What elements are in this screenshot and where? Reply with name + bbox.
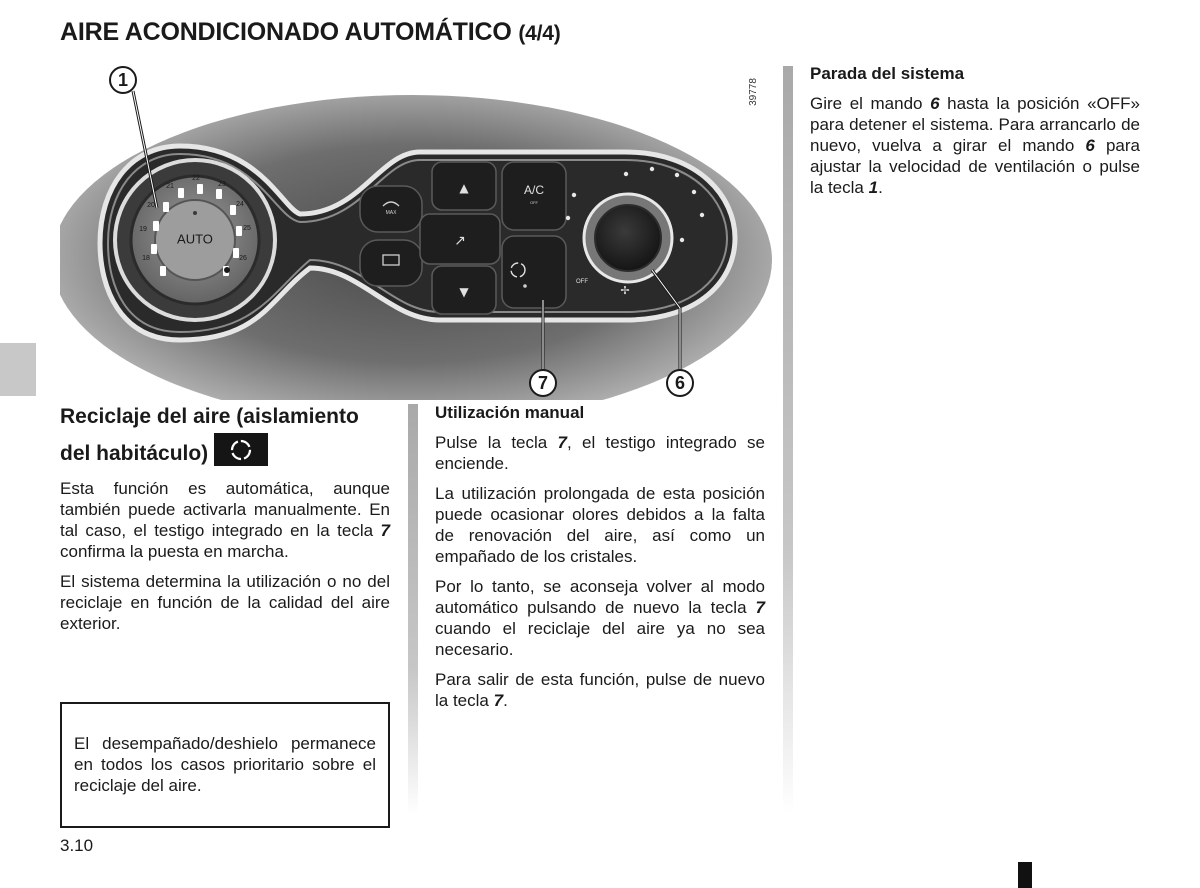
- recirculation-icon: [214, 433, 268, 466]
- chapter-tab: [0, 343, 36, 396]
- up-arrow-icon: ▲: [459, 181, 469, 195]
- temp-label: 26: [239, 255, 247, 262]
- page-number: 3.10: [60, 836, 94, 855]
- air-distribution-icon: ↗: [454, 233, 466, 249]
- page-title: [60, 18, 561, 47]
- svg-text:6: 6: [674, 372, 686, 393]
- temp-label: 19: [139, 226, 147, 233]
- manual-paragraph-2: La utilización prolongada de esta posición puede ocasionar olores debidos a la falta de renovación del aire, así como un empañado de los cristales.: [435, 484, 765, 566]
- fan-knob: [595, 205, 661, 271]
- system-stop-paragraph: Gire el mando 6 hasta la posición «OFF» para detener el sistema. Para arrancarlo de nuevo, vuelva a girar el mando 6 para ajustar la velocidad de ventilación o pulse la tecla 1.: [810, 94, 1141, 197]
- ac-label: A/C: [523, 183, 545, 197]
- auto-label: AUTO: [177, 231, 213, 247]
- manual-paragraph-1: Pulse la tecla 7, el testigo integrado se enciende.: [435, 433, 765, 473]
- fan-icon: ✢: [620, 284, 630, 297]
- svg-text:7: 7: [537, 372, 549, 393]
- temp-label: 22: [192, 175, 200, 182]
- page-edge-marker: [1018, 862, 1032, 888]
- note-box: [60, 702, 390, 828]
- temp-label: 24: [236, 201, 244, 208]
- note-text: El desempañado/deshielo permanece en todos los casos prioritario sobre el reciclaje del aire.: [74, 734, 376, 795]
- recirculation-heading: Reciclaje del aire (aislamiento del habitáculo): [60, 405, 359, 465]
- down-arrow-icon: ▼: [459, 285, 469, 299]
- system-stop-heading: Parada del sistema: [810, 64, 965, 83]
- figure-reference-number: 39778: [748, 78, 759, 106]
- title-part: (4/4): [518, 22, 561, 45]
- manual-paragraph-4: Para salir de esta función, pulse de nuevo la tecla 7.: [435, 670, 765, 710]
- svg-text:1: 1: [117, 69, 129, 90]
- manual-paragraph-3: Por lo tanto, se aconseja volver al modo automático pulsando de nuevo la tecla 7 cuando el reciclaje del aire ya no sea necesario.: [435, 577, 765, 659]
- temp-label: 23: [218, 181, 226, 188]
- column-divider-right: [783, 66, 793, 814]
- middle-column: [435, 402, 765, 720]
- defrost-max-button: [360, 186, 422, 232]
- recirculation-paragraph-2: El sistema determina la utilización o no del reciclaje en función de la calidad del aire exterior.: [60, 572, 390, 633]
- temp-label: 25: [243, 225, 251, 232]
- title-main: AIRE ACONDICIONADO AUTOMÁTICO: [60, 18, 512, 46]
- temp-label: 21: [166, 183, 174, 190]
- ac-off-label: OFF: [530, 200, 538, 205]
- fan-off-label: OFF: [576, 279, 588, 285]
- recirculation-paragraph-1: Esta función es automática, aunque también puede activarla manualmente. En tal caso, el testigo integrado en la tecla 7 confirma la puesta en marcha.: [60, 479, 390, 561]
- temp-label: 20: [147, 202, 155, 209]
- climate-panel-figure: [60, 58, 772, 400]
- column-divider-middle: [408, 404, 418, 814]
- temp-label: 18: [142, 255, 150, 262]
- left-column: [60, 400, 390, 643]
- rear-demist-button: [360, 240, 422, 286]
- manual-use-heading: Utilización manual: [435, 403, 585, 422]
- defrost-max-label: MAX: [385, 210, 397, 216]
- right-column: [810, 63, 1140, 207]
